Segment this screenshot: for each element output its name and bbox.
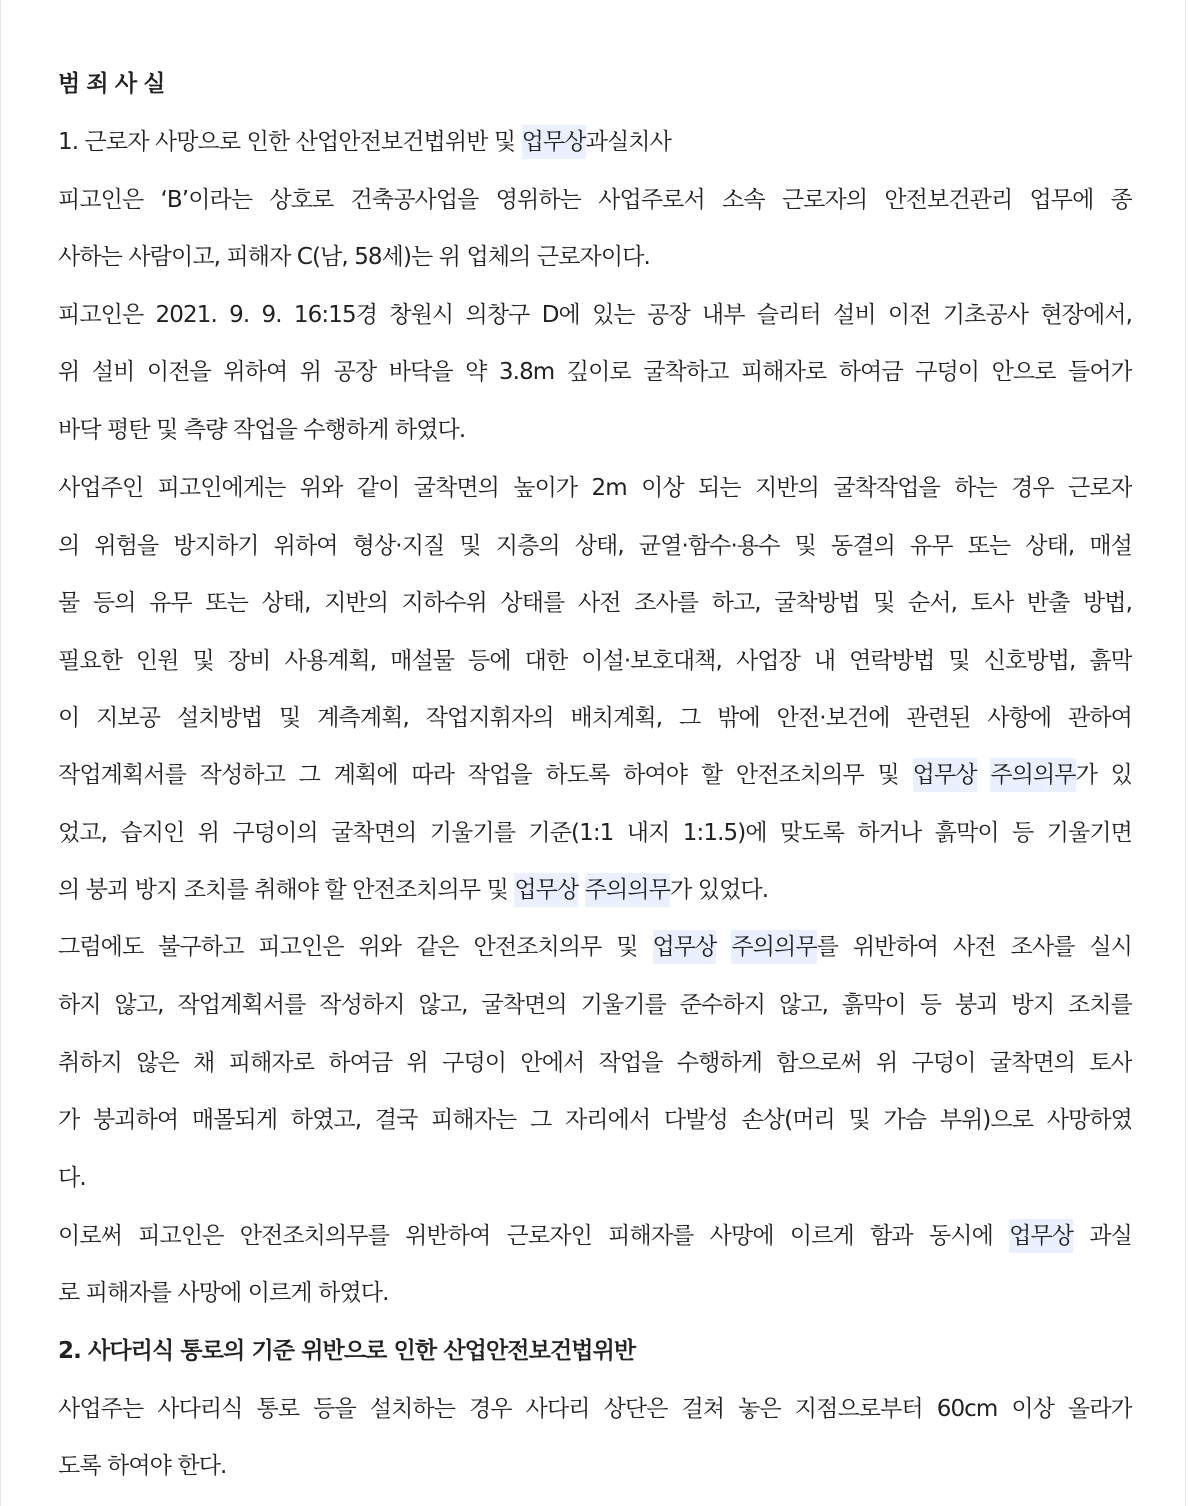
line-text: 가 있었다. (670, 877, 769, 903)
section-1-title (58, 124, 1132, 160)
highlighted-term: 업무상 (514, 873, 578, 907)
highlighted-term: 업무상 (653, 930, 717, 964)
paragraph-line: 위 설비 이전을 위하여 위 공장 바닥을 약 3.8m 깊이로 굴착하고 피해자로 하여금 구덩이 안으로 들어가 (58, 359, 1132, 385)
paragraph-line: 사업주는 사다리식 통로 등을 설치하는 경우 사다리 상단은 걸쳐 놓은 지점으로부터 60cm 이상 올라가 (58, 1396, 1132, 1422)
paragraph-line: 필요한 인원 및 장비 사용계획, 매설물 등에 대한 이설·보호대책, 사업장 내 연락방법 및 신호방법, 흙막 (58, 648, 1132, 674)
line-text (977, 762, 991, 788)
paragraph-line: 하지 않고, 작업계획서를 작성하지 않고, 굴착면의 기울기를 준수하지 않고, 흙막이 등 붕괴 방지 조치를 (58, 992, 1132, 1018)
highlighted-term: 업무상 (522, 125, 586, 159)
line-text: 그럼에도 불구하고 피고인은 위와 같은 안전조치의무 및 (58, 934, 653, 960)
line-text: 가 있 (1075, 762, 1132, 788)
section-1-title-text: 과실치사 (585, 129, 671, 155)
paragraph-line (58, 1218, 1132, 1254)
section-2-title: 2. 사다리식 통로의 기준 위반으로 인한 산업안전보건법위반 (58, 1338, 636, 1364)
line-text: 이로써 피고인은 안전조치의무를 위반하여 근로자인 피해자를 사망에 이르게 함과 동시에 (58, 1223, 1010, 1249)
highlighted-term: 주의의무 (990, 758, 1075, 792)
paragraph-line: 다. (58, 1165, 86, 1191)
paragraph-line: 이 지보공 설치방법 및 계측계획, 작업지휘자의 배치계획, 그 밖에 안전·보건에 관련된 사항에 관하여 (58, 705, 1132, 731)
paragraph-line: 도록 하여야 한다. (58, 1453, 227, 1479)
line-text: 과실 (1073, 1223, 1132, 1249)
heading: 범 죄 사 실 (58, 71, 165, 97)
paragraph-line (58, 757, 1132, 793)
paragraph-line: 사하는 사람이고, 피해자 C(남, 58세)는 위 업체의 근로자이다. (58, 244, 650, 270)
paragraph-line: 물 등의 유무 또는 상태, 지반의 지하수위 상태를 사전 조사를 하고, 굴착방법 및 순서, 토사 반출 방법, (58, 590, 1132, 616)
line-text (716, 934, 731, 960)
highlighted-term: 업무상 (913, 758, 977, 792)
paragraph-line (58, 872, 1132, 908)
highlighted-term: 주의의무 (585, 873, 670, 907)
paragraph-line: 었고, 습지인 위 구덩이의 굴착면의 기울기를 기준(1:1 내지 1:1.5)에 맞도록 하거나 흙막이 등 기울기면 (58, 820, 1132, 846)
paragraph-line: 가 붕괴하여 매몰되게 하였고, 결국 피해자는 그 자리에서 다발성 손상(머리 및 가슴 부위)으로 사망하였 (58, 1107, 1132, 1133)
paragraph-line: 의 위험을 방지하기 위하여 형상·지질 및 지층의 상태, 균열·함수·용수 및 동결의 유무 또는 상태, 매설 (58, 533, 1132, 559)
highlighted-term: 주의의무 (731, 930, 816, 964)
paragraph-line: 취하지 않은 채 피해자로 하여금 위 구덩이 안에서 작업을 수행하게 함으로써 위 구덩이 굴착면의 토사 (58, 1050, 1132, 1076)
highlighted-term: 업무상 (1009, 1219, 1073, 1253)
paragraph-line: 로 피해자를 사망에 이르게 하였다. (58, 1280, 389, 1306)
line-text: 작업계획서를 작성하고 그 계획에 따라 작업을 하도록 하여야 할 안전조치의무 및 (58, 762, 913, 788)
paragraph-line: 피고인은 ‘B’이라는 상호로 건축공사업을 영위하는 사업주로서 소속 근로자의 안전보건관리 업무에 종 (58, 187, 1132, 213)
paragraph-line: 사업주인 피고인에게는 위와 같이 굴착면의 높이가 2m 이상 되는 지반의 굴착작업을 하는 경우 근로자 (58, 475, 1132, 501)
section-1-title-text: 1. 근로자 사망으로 인한 산업안전보건법위반 및 (58, 129, 522, 155)
line-text: 를 위반하여 사전 조사를 실시 (816, 934, 1132, 960)
paragraph-line (58, 929, 1132, 965)
paragraph-line: 피고인은 2021. 9. 9. 16:15경 창원시 의창구 D에 있는 공장 내부 슬리터 설비 이전 기초공사 현장에서, (58, 302, 1132, 328)
paragraph-line: 바닥 평탄 및 측량 작업을 수행하게 하였다. (58, 417, 466, 443)
line-text (578, 877, 584, 903)
line-text: 의 붕괴 방지 조치를 취해야 할 안전조치의무 및 (58, 877, 515, 903)
